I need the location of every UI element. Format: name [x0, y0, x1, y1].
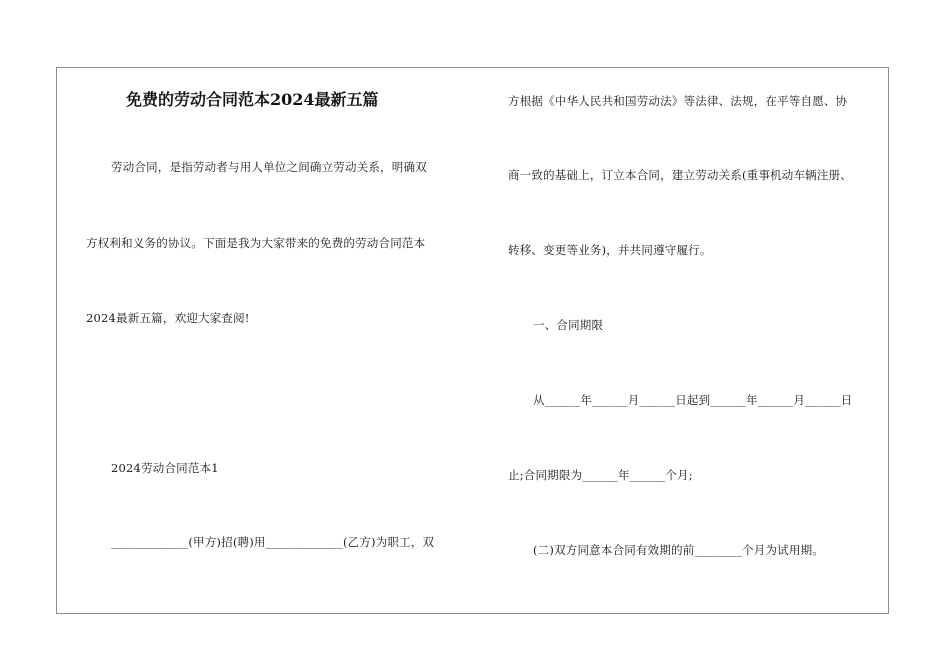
section-heading-contract-term: 一、合同期限 — [533, 318, 604, 332]
contract-term-dates-line: 从______年______月______日起到______年______月______日 — [533, 393, 853, 407]
right-paragraph-line-1: 方根据《中华人民共和国劳动法》等法律、法规，在平等自愿、协 — [508, 94, 848, 108]
left-paragraph-line-2: 方权利和义务的协议。下面是我为大家带来的免费的劳动合同范本 — [86, 236, 426, 250]
contract-term-duration-line: 止;合同期限为______年______个月; — [508, 468, 693, 482]
right-paragraph-line-2: 商一致的基础上，订立本合同，建立劳动关系(重事机动车辆注册、 — [508, 168, 852, 182]
section-heading-contract-1: 2024劳动合同范本1 — [111, 461, 219, 475]
document-title: 免费的劳动合同范本2024最新五篇 — [126, 90, 379, 109]
page-frame — [56, 67, 889, 614]
left-paragraph-line-3: 2024最新五篇，欢迎大家查阅! — [86, 311, 250, 325]
probation-period-line: (二)双方同意本合同有效期的前________个月为试用期。 — [533, 543, 824, 557]
left-paragraph-line-1: 劳动合同，是指劳动者与用人单位之间确立劳动关系，明确双 — [111, 160, 427, 174]
left-paragraph-line-5: _____________(甲方)招(聘)用_____________(乙方)为职工，双 — [111, 535, 435, 549]
right-paragraph-line-3: 转移、变更等业务)，并共同遵守履行。 — [508, 243, 712, 257]
